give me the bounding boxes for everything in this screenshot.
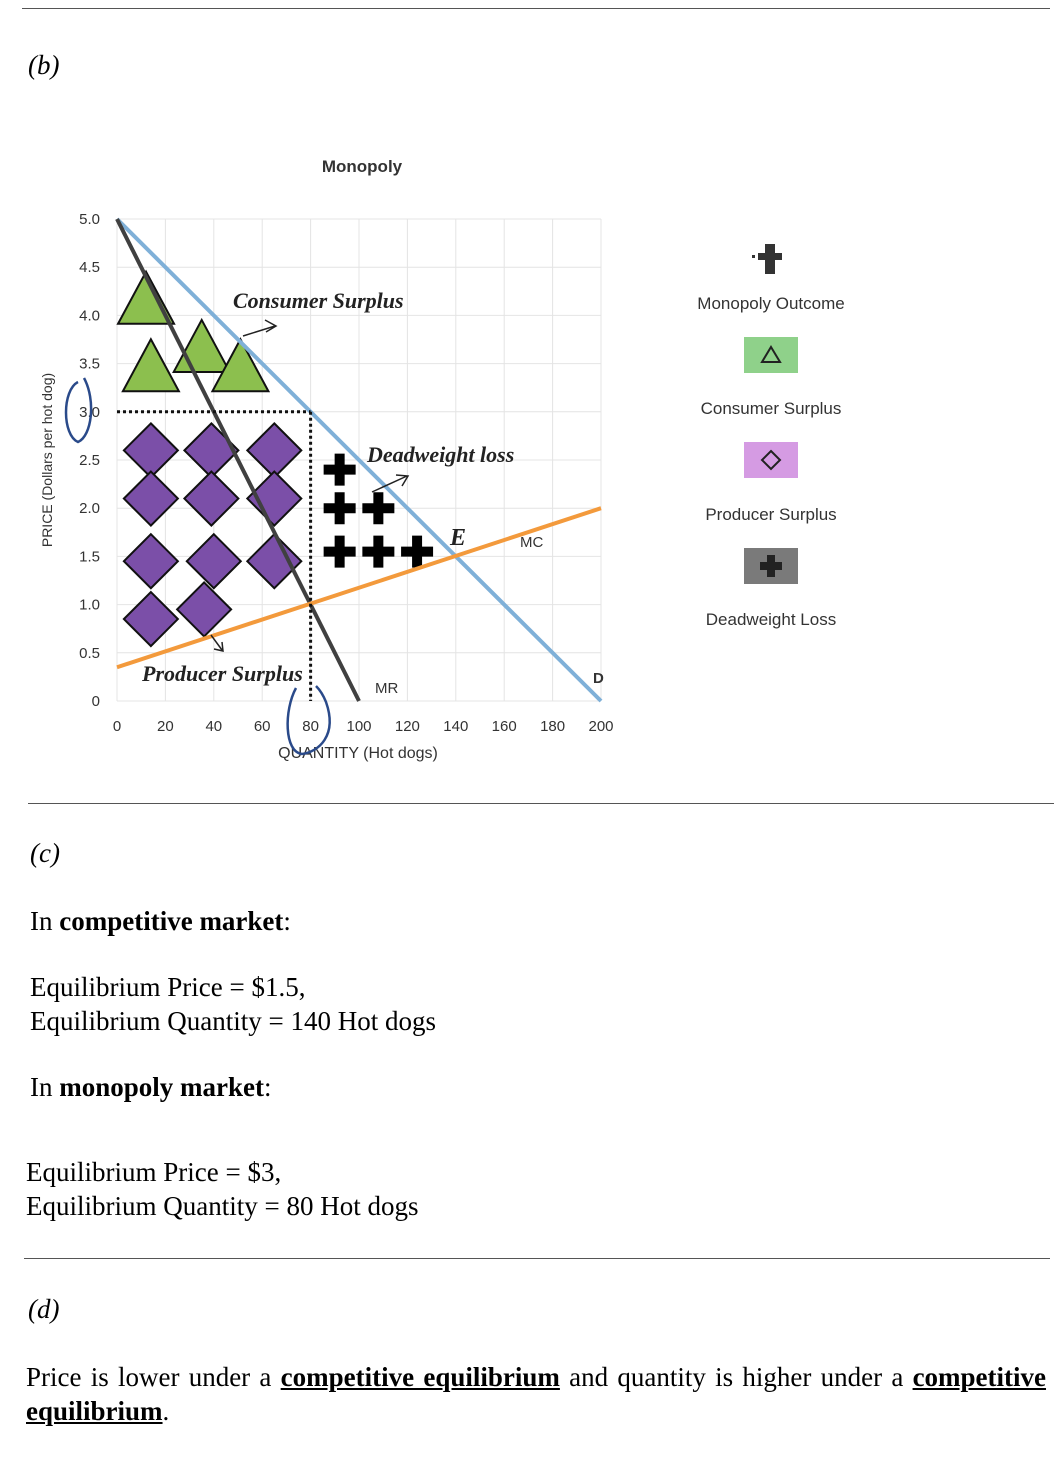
x-tick-label: 120 <box>394 718 420 735</box>
monopoly-heading-bold: monopoly market <box>59 1072 264 1102</box>
monopoly-heading-pre: In <box>30 1072 60 1102</box>
top-divider <box>22 8 1050 9</box>
x-tick-label: 200 <box>588 718 614 735</box>
monopoly-price: Equilibrium Price = $3, <box>26 1157 282 1187</box>
series-label-d: D <box>593 670 604 687</box>
y-tick-label: 3.5 <box>79 355 100 373</box>
y-axis-label: PRICE (Dollars per hot dog) <box>39 372 55 548</box>
monopoly-quantity: Equilibrium Quantity = 80 Hot dogs <box>26 1191 419 1221</box>
x-tick-label: 0 <box>112 718 122 735</box>
x-axis-label: QUANTITY (Hot dogs) <box>278 745 438 762</box>
part-b-label: (b) <box>28 50 60 80</box>
competitive-heading-pre: In <box>30 906 60 936</box>
y-tick-label: 0 <box>91 693 100 710</box>
monopoly-heading-post: : <box>264 1072 272 1102</box>
legend-monopoly-outcome-icon <box>752 244 782 274</box>
x-tick-label: 160 <box>491 718 517 735</box>
legend-label-deadweight-loss: Deadweight Loss <box>705 610 837 629</box>
y-tick-label: 1.0 <box>79 596 100 614</box>
part-c-label: (c) <box>30 838 60 868</box>
x-tick-label: 60 <box>253 718 271 735</box>
producer-surplus-annotation: Producer Surplus <box>142 661 303 686</box>
x-tick-label: 180 <box>540 718 566 735</box>
series-label-mc: MC <box>520 534 544 551</box>
part-d-bold-1: competitive equilibrium <box>280 1362 560 1392</box>
series-label-mr: MR <box>375 680 399 697</box>
y-tick-label: 4.0 <box>79 307 100 325</box>
part-d-text-1: Price is lower under a <box>26 1362 281 1392</box>
part-d-text-2: and quantity is higher under a <box>559 1362 913 1392</box>
monopoly-chart <box>0 140 1061 780</box>
y-tick-label: 5.0 <box>79 211 100 228</box>
legend-deadweight-loss-icon <box>744 548 798 584</box>
consumer-surplus-annotation: Consumer Surplus <box>233 288 404 313</box>
y-tick-label: 2.0 <box>79 500 100 518</box>
legend <box>697 244 844 629</box>
deadweight-loss-annotation: Deadweight loss <box>367 442 515 467</box>
chart-title: Monopoly <box>321 157 403 176</box>
x-tick-label: 100 <box>346 718 372 735</box>
y-tick-label: 1.5 <box>79 548 100 566</box>
x-tick-label: 40 <box>205 718 223 735</box>
competitive-market-heading <box>30 904 291 938</box>
part-d-text-3: . <box>162 1396 170 1426</box>
legend-label-monopoly-outcome: Monopoly Outcome <box>697 294 845 313</box>
monopoly-market-heading <box>30 1070 272 1104</box>
y-tick-label: 3.0 <box>79 403 100 421</box>
competitive-heading-post: : <box>283 906 291 936</box>
competitive-quantity: Equilibrium Quantity = 140 Hot dogs <box>30 1006 436 1036</box>
y-tick-label: 2.5 <box>79 452 100 469</box>
legend-label-consumer-surplus: Consumer Surplus <box>700 399 842 418</box>
competitive-heading-bold: competitive market <box>59 906 284 936</box>
legend-label-producer-surplus: Producer Surplus <box>705 505 837 524</box>
part-d-answer <box>26 1360 1046 1428</box>
competitive-price: Equilibrium Price = $1.5, <box>30 972 306 1002</box>
x-tick-label: 80 <box>302 718 319 735</box>
divider-b-c <box>28 803 1054 804</box>
x-tick-label: 20 <box>157 718 174 735</box>
legend-consumer-surplus-icon <box>744 337 798 373</box>
equilibrium-label: E <box>450 525 467 551</box>
y-tick-label: 4.5 <box>79 259 100 277</box>
divider-c-d <box>24 1258 1050 1259</box>
part-d-bold-2: competitive equilibrium <box>26 1362 1047 1426</box>
x-tick-label: 140 <box>443 718 469 735</box>
y-tick-label: 0.5 <box>79 644 100 662</box>
legend-producer-surplus-icon <box>744 442 798 478</box>
part-d-label: (d) <box>28 1294 60 1324</box>
